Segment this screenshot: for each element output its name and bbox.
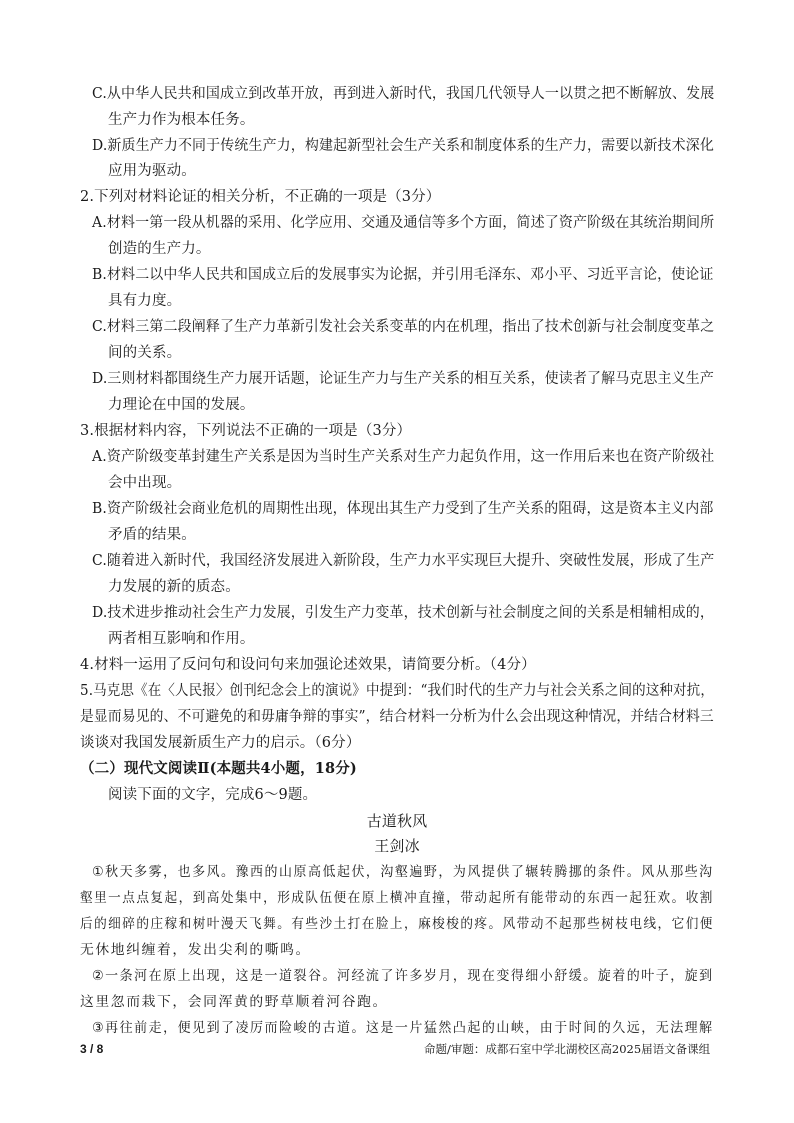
passage-p1-line1: ①秋天多雾，也多风。豫西的山原高低起伏，沟壑遍野，为风提供了辗转腾挪的条件。风从那些沟: [92, 864, 714, 880]
q2-option-a-line1: A.材料一第一段从机器的采用、化学应用、交通及通信等多个方面，简述了资产阶级在其统治期间所: [92, 215, 715, 231]
q3-option-b-line2: 矛盾的结果。: [108, 527, 196, 543]
q2-option-c-line2: 间的关系。: [108, 345, 182, 361]
q2-option-d-line2: 力理论在中国的发展。: [108, 397, 255, 413]
footer-credit: 命题/审题：成都石室中学北湖校区高2025届语文备课组: [424, 1042, 711, 1056]
q2-option-a-line2: 创造的生产力。: [108, 241, 211, 257]
passage-p2-line2: 这里忽而栽下，会同浑黄的野草顺着河谷跑。: [80, 994, 388, 1010]
q1-option-d-line1: D.新质生产力不同于传统生产力，构建起新型社会生产关系和制度体系的生产力，需要以新技术深化: [92, 138, 714, 154]
q3-stem: 3.根据材料内容，下列说法不正确的一项是（3分）: [80, 423, 412, 439]
q2-option-d-line1: D.三则材料都围绕生产力展开话题，论证生产力与生产关系的相互关系，使读者了解马克思主义生产: [92, 371, 714, 387]
q3-option-a-line2: 会中出现。: [108, 475, 182, 491]
q3-option-c-line2: 力发展的新的质态。: [108, 579, 240, 595]
passage-title: 古道秋风: [366, 812, 428, 830]
passage-p1-line2: 壑里一点点复起，到高处集中，形成队伍便在原上横冲直撞，带动起所有能带动的东西一起狂欢。收割: [80, 890, 714, 906]
q1-option-d-line2: 应用为驱动。: [108, 163, 196, 179]
q3-option-d-line1: D.技术进步推动社会生产力发展，引发生产力变革，技术创新与社会制度之间的关系是相辅相成的，: [92, 605, 714, 621]
q2-stem: 2.下列对材料论证的相关分析，不正确的一项是（3分）: [80, 189, 441, 205]
page-number: 3 / 8: [80, 1042, 104, 1056]
q3-option-a-line1: A.资产阶级变革封建生产关系是因为当时生产关系对生产力起负作用，这一作用后来也在资产阶级社: [92, 449, 715, 465]
q5-line1: 5.马克思《在〈人民报〉创刊纪念会上的演说》中提到：“我们时代的生产力与社会关系之间的这种对抗，: [80, 683, 714, 699]
q4-stem: 4.材料一运用了反问句和设问句来加强论述效果，请简要分析。（4分）: [80, 657, 536, 673]
section-instruction: 阅读下面的文字，完成6～9题。: [108, 787, 318, 803]
q2-option-b-line2: 具有力度。: [108, 293, 182, 309]
q1-option-c-line1: C.从中华人民共和国成立到改革开放，再到进入新时代，我国几代领导人一以贯之把不断解放、发展: [92, 86, 715, 102]
passage-p3-line1: ③再往前走，便见到了凌厉而险峻的古道。这是一片猛然凸起的山峡，由于时间的久远，无法理解: [92, 1020, 714, 1036]
q2-option-c-line1: C.材料三第二段阐释了生产力革新引发社会关系变革的内在机理，指出了技术创新与社会制度变革之: [92, 319, 715, 335]
q3-option-b-line1: B.资产阶级社会商业危机的周期性出现，体现出其生产力受到了生产关系的阻碍，这是资本主义内部: [92, 501, 714, 517]
passage-p1-line4: 无休地纠缠着，发出尖利的嘶鸣。: [80, 942, 311, 958]
q2-option-b-line1: B.材料二以中华人民共和国成立后的发展事实为论据，并引用毛泽东、邓小平、习近平言论，使论证: [92, 267, 714, 283]
q5-line2: 是显而易见的、不可避免的和毋庸争辩的事实”，结合材料一分析为什么会出现这种情况，并结合材料三: [80, 709, 714, 725]
passage-author: 王剑冰: [374, 837, 420, 855]
section-heading: （二）现代文阅读Ⅱ(本题共4小题，18分): [80, 760, 357, 777]
q1-option-c-line2: 生产力作为根本任务。: [108, 112, 255, 128]
q5-line3: 谈谈对我国发展新质生产力的启示。（6分）: [80, 735, 361, 751]
q3-option-d-line2: 两者相互影响和作用。: [108, 631, 255, 647]
passage-p1-line3: 后的细碎的庄稼和树叶漫天飞舞。有些沙土打在脸上，麻梭梭的疼。风带动不起那些树枝电线，它们便: [80, 916, 714, 932]
passage-p2-line1: ②一条河在原上出现，这是一道裂谷。河经流了许多岁月，现在变得细小舒缓。旋着的叶子，旋到: [92, 968, 714, 984]
q3-option-c-line1: C.随着进入新时代，我国经济发展进入新阶段，生产力水平实现巨大提升、突破性发展，形成了生产: [92, 553, 715, 569]
